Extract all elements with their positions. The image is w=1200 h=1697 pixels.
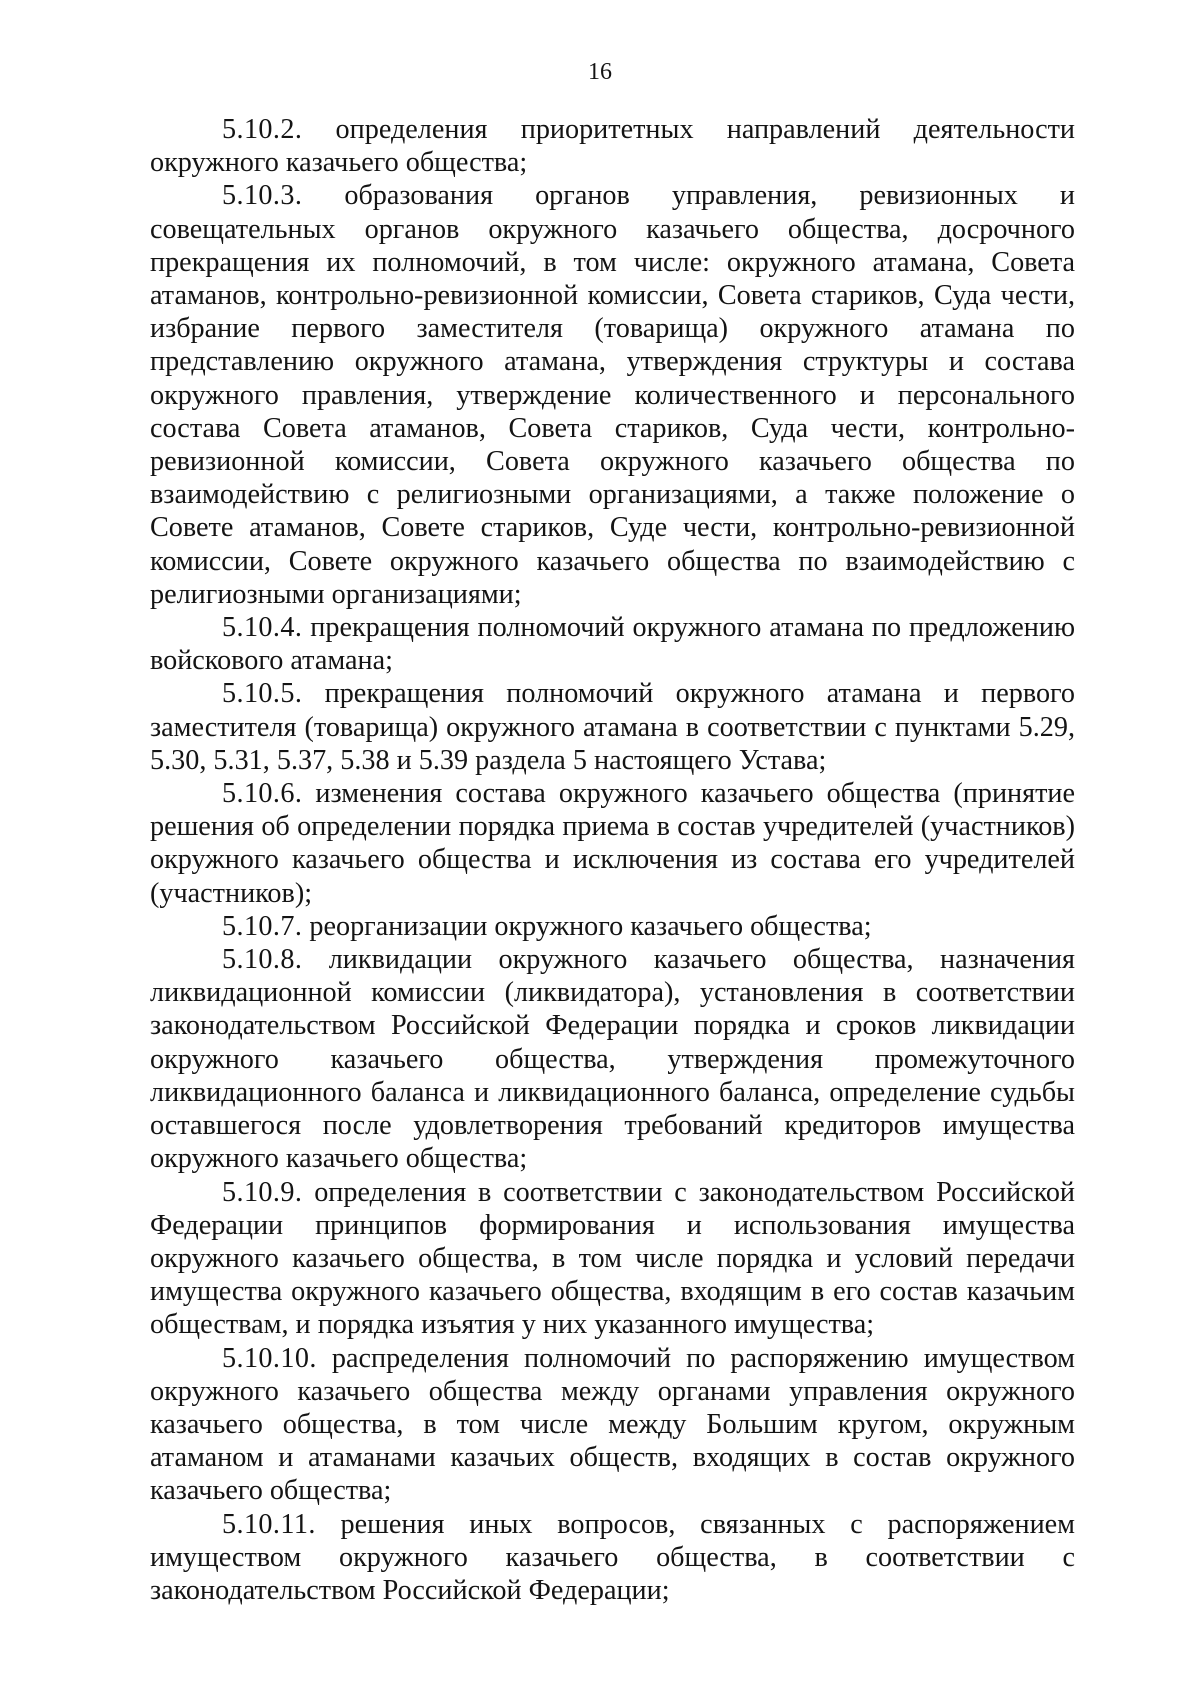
paragraph-text: ликвидации окружного казачьего общества, назначения ликвидационной комиссии (ликвидатора), установления в соответствии законодательством Российской Федерации порядка и сроков ликвидации окружного казачьего общества, утверждения промежуточного ликвидационного баланса и ликвидационного баланса, определение судьбы оставшегося после удовлетворения требований кредиторов имущества окружного казачьего общества;	[150, 944, 1076, 1175]
paragraph-number: 5.10.4.	[222, 612, 303, 644]
paragraph-number: 5.10.8.	[222, 944, 303, 976]
paragraph-text: прекращения полномочий окружного атамана и первого заместителя (товарища) окружного атамана в соответствии с пунктами 5.29, 5.30, 5.31, 5.37, 5.38 и 5.39 раздела 5 настоящего Устава;	[150, 678, 1075, 776]
paragraph-5-10-7	[150, 910, 1075, 943]
paragraph-number: 5.10.10.	[222, 1342, 317, 1374]
paragraph-5-10-4	[150, 611, 1075, 677]
paragraph-5-10-6	[150, 777, 1075, 910]
paragraph-text: реорганизации окружного казачьего общества;	[309, 910, 872, 942]
paragraph-text: определения в соответствии с законодательством Российской Федерации принципов формирования и использования имущества окружного казачьего общества, в том числе порядка и условий передачи имущества окружного казачьего общества, входящим в его состав казачьим обществам, и порядка изъятия у них указанного имущества;	[150, 1176, 1076, 1341]
paragraph-number: 5.10.7.	[222, 910, 303, 942]
paragraph-text: образования органов управления, ревизионных и совещательных органов окружного казачьего общества, досрочного прекращения их полномочий, в том числе: окружного атамана, Совета атаманов, контрольно-ревизионной комиссии, Совета стариков, Суда чести, избрание первого заместителя (товарища) окружного атамана по представлению окружного атамана, утверждения структуры и состава окружного правления, утверждение количественного и персонального состава Совета атаманов, Совета стариков, Суда чести, контрольно-ревизионной комиссии, Совета окружного казачьего общества по взаимодействию с религиозными организациями, а также положение о Совете атаманов, Совете стариков, Суде чести, контрольно-ревизионной комиссии, Совете окружного казачьего общества по взаимодействию с религиозными организациями;	[150, 180, 1075, 610]
paragraph-text: определения приоритетных направлений деятельности окружного казачьего общества;	[150, 114, 1075, 179]
paragraph-5-10-5	[150, 677, 1075, 777]
paragraph-text: распределения полномочий по распоряжению имуществом окружного казачьего общества между органами управления окружного казачьего общества, в том числе между Большим кругом, окружным атаманом и атаманами казачьих обществ, входящих в состав окружного казачьего общества;	[150, 1342, 1075, 1507]
paragraph-5-10-9	[150, 1176, 1075, 1342]
paragraph-text: прекращения полномочий окружного атамана по предложению войскового атамана;	[150, 612, 1075, 677]
paragraph-text: изменения состава окружного казачьего общества (принятие решения об определении порядка приема в состав учредителей (участников) окружного казачьего общества и исключения из состава его учредителей (участников);	[150, 778, 1075, 909]
paragraph-number: 5.10.5.	[222, 678, 303, 710]
paragraph-5-10-11	[150, 1508, 1075, 1608]
paragraph-number: 5.10.2.	[222, 114, 303, 145]
page-number: 16	[588, 59, 612, 85]
paragraph-5-10-2	[150, 113, 1075, 179]
paragraph-5-10-10	[150, 1342, 1075, 1508]
paragraph-5-10-3	[150, 179, 1075, 611]
paragraph-5-10-8	[150, 943, 1075, 1175]
paragraph-text: решения иных вопросов, связанных с распоряжением имуществом окружного казачьего общества, в соответствии с законодательством Российской Федерации;	[150, 1508, 1075, 1606]
paragraph-number: 5.10.3.	[222, 180, 303, 212]
paragraph-number: 5.10.9.	[222, 1176, 303, 1208]
paragraph-number: 5.10.11.	[222, 1508, 316, 1540]
document-body	[150, 113, 1075, 1607]
paragraph-number: 5.10.6.	[222, 778, 303, 810]
